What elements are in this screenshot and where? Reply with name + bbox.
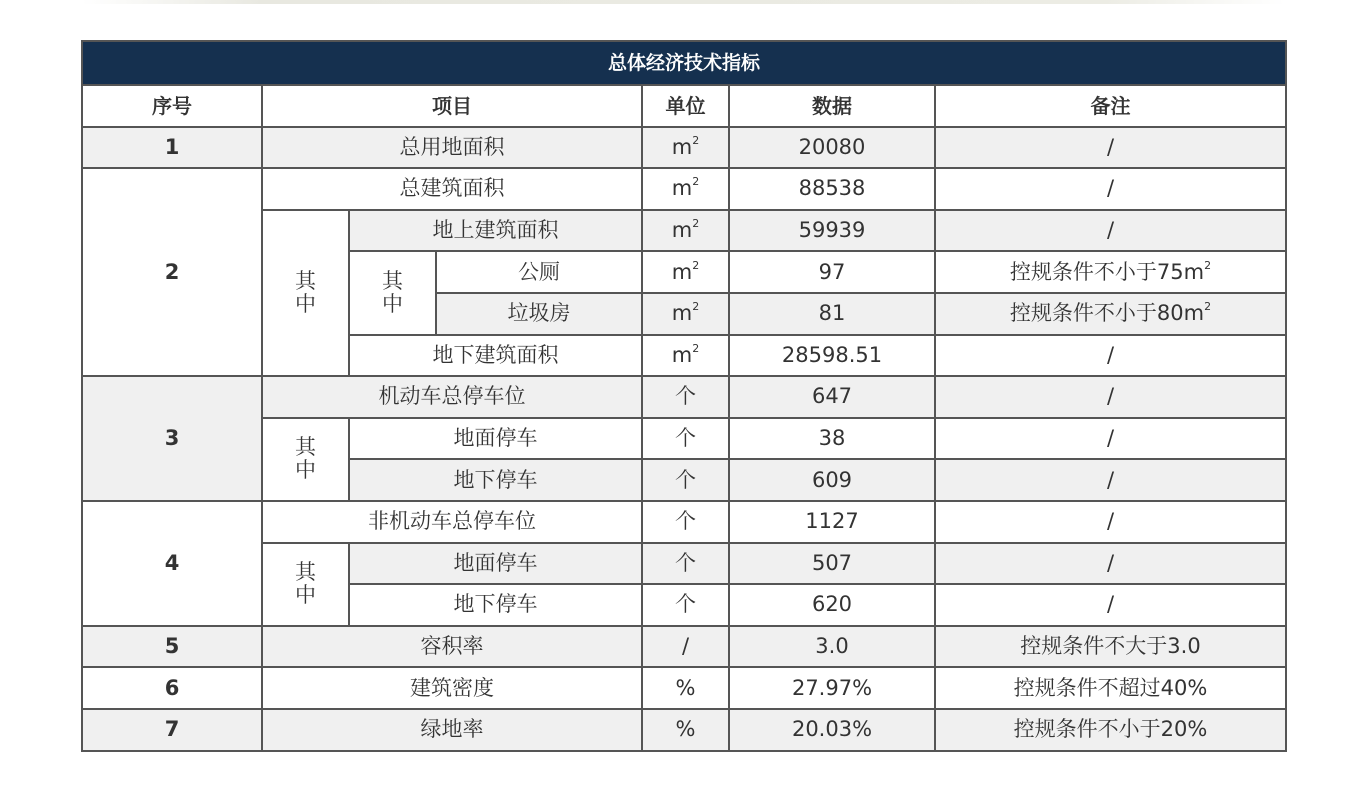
item-cell: 地下停车 [349,584,642,626]
unit-cell: 个 [642,459,729,501]
table-row [82,501,1286,543]
header-seq: 序号 [82,85,262,127]
note-cell: / [935,459,1286,501]
value-cell: 88538 [729,168,935,210]
unit-cell: 个 [642,376,729,418]
unit-cell: 个 [642,543,729,585]
note-cell: 控规条件不超过40% [935,667,1286,709]
value-cell: 20080 [729,127,935,169]
unit-cell: % [642,667,729,709]
table-row [82,626,1286,668]
table-row [82,376,1286,418]
item-cell: 公厕 [436,251,642,293]
qizhong-label: 其中 [295,435,316,483]
seq-cell: 2 [82,168,262,376]
unit-cell: $m^2$ [642,168,729,210]
note-cell: 控规条件不小于$80m^2$ [935,293,1286,335]
qizhong-label: 其中 [295,560,316,608]
item-cell: 地上建筑面积 [349,210,642,252]
note-cell: / [935,543,1286,585]
unit-cell: $m^2$ [642,251,729,293]
note-cell: 控规条件不小于$75m^2$ [935,251,1286,293]
item-cell: 非机动车总停车位 [262,501,642,543]
item-cell: 绿地率 [262,709,642,751]
value-cell: 20.03% [729,709,935,751]
value-cell: 81 [729,293,935,335]
item-cell: 容积率 [262,626,642,668]
note-cell: / [935,127,1286,169]
table-row [82,543,1286,585]
value-cell: 3.0 [729,626,935,668]
unit-cell: $m^2$ [642,335,729,377]
qizhong-label: 其中 [382,268,403,316]
note-cell: / [935,335,1286,377]
seq-cell: 3 [82,376,262,501]
qizhong-cell [262,210,349,376]
value-cell: 59939 [729,210,935,252]
seq-cell: 7 [82,709,262,751]
header-note: 备注 [935,85,1286,127]
unit-cell: 个 [642,501,729,543]
value-cell: 38 [729,418,935,460]
table-row [82,127,1286,169]
value-cell: 609 [729,459,935,501]
item-cell: 建筑密度 [262,667,642,709]
unit-cell: 个 [642,584,729,626]
qizhong-cell [262,543,349,626]
value-cell: 1127 [729,501,935,543]
unit-cell: 个 [642,418,729,460]
seq-cell: 5 [82,626,262,668]
unit-cell: / [642,626,729,668]
unit-cell: $m^2$ [642,293,729,335]
note-cell: / [935,501,1286,543]
value-cell: 27.97% [729,667,935,709]
unit-cell: $m^2$ [642,210,729,252]
unit-cell: $m^2$ [642,127,729,169]
item-cell: 地下建筑面积 [349,335,642,377]
value-cell: 97 [729,251,935,293]
economic-indicator-table [81,40,1287,752]
table-row [82,418,1286,460]
value-cell: 507 [729,543,935,585]
unit-cell: % [642,709,729,751]
item-cell: 总用地面积 [262,127,642,169]
table-row [82,168,1286,210]
header-item: 项目 [262,85,642,127]
item-cell: 总建筑面积 [262,168,642,210]
qizhong-cell [262,418,349,501]
table-row [82,667,1286,709]
header-unit: 单位 [642,85,729,127]
note-cell: / [935,418,1286,460]
item-cell: 地下停车 [349,459,642,501]
note-cell: / [935,376,1286,418]
seq-cell: 1 [82,127,262,169]
item-cell: 地面停车 [349,418,642,460]
qizhong-cell [349,251,436,334]
item-cell: 机动车总停车位 [262,376,642,418]
note-cell: / [935,584,1286,626]
header-row [82,85,1286,127]
table-row [82,210,1286,252]
value-cell: 28598.51 [729,335,935,377]
value-cell: 647 [729,376,935,418]
seq-cell: 4 [82,501,262,626]
indicator-table-container [81,40,1285,752]
note-cell: 控规条件不小于20% [935,709,1286,751]
seq-cell: 6 [82,667,262,709]
item-cell: 垃圾房 [436,293,642,335]
note-cell: / [935,168,1286,210]
value-cell: 620 [729,584,935,626]
table-title: 总体经济技术指标 [82,41,1286,85]
header-data: 数据 [729,85,935,127]
note-cell: / [935,210,1286,252]
qizhong-label: 其中 [295,268,316,316]
table-row [82,709,1286,751]
note-cell: 控规条件不大于3.0 [935,626,1286,668]
item-cell: 地面停车 [349,543,642,585]
top-decor-rule [82,0,1285,4]
